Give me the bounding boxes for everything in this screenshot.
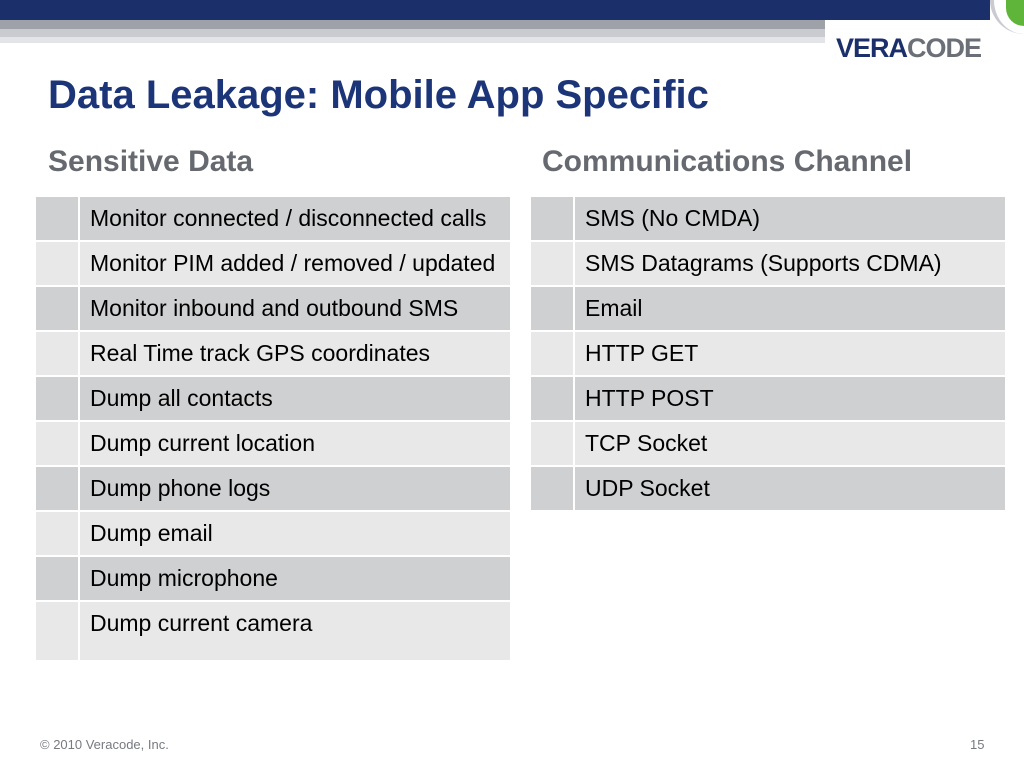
communications-channel-heading: Communications Channel [542, 145, 913, 178]
table-row [35, 601, 511, 661]
footer-copyright: © 2010 Veracode, Inc. [40, 737, 169, 752]
table-row [35, 241, 511, 286]
page-title: Data Leakage: Mobile App Specific [48, 73, 709, 117]
row-marker-cell [530, 241, 574, 286]
table-row [530, 241, 1006, 286]
row-marker-cell [35, 331, 79, 376]
row-text: HTTP GET [574, 331, 1006, 376]
row-marker-cell [35, 196, 79, 241]
row-marker-cell [35, 421, 79, 466]
row-marker-cell [35, 286, 79, 331]
row-marker-cell [35, 601, 79, 661]
row-text: Email [574, 286, 1006, 331]
row-text: Real Time track GPS coordinates [79, 331, 511, 376]
table-row [530, 286, 1006, 331]
top-header-band [0, 0, 990, 20]
row-text: Dump microphone [79, 556, 511, 601]
table-row [35, 286, 511, 331]
table-row [530, 331, 1006, 376]
header-stripe [0, 29, 825, 37]
row-marker-cell [35, 511, 79, 556]
row-text: SMS (No CMDA) [574, 196, 1006, 241]
table-row [35, 556, 511, 601]
row-marker-cell [530, 421, 574, 466]
sensitive-data-heading: Sensitive Data [48, 145, 254, 178]
row-marker-cell [35, 466, 79, 511]
row-marker-cell [530, 196, 574, 241]
row-marker-cell [35, 556, 79, 601]
communications-channel-table [529, 195, 1007, 512]
row-text: UDP Socket [574, 466, 1006, 511]
veracode-logo: VERACODE [836, 33, 982, 63]
row-marker-cell [530, 376, 574, 421]
table-row [530, 376, 1006, 421]
row-marker-cell [530, 466, 574, 511]
table-row [530, 466, 1006, 511]
row-text: Dump email [79, 511, 511, 556]
sensitive-data-table [34, 195, 512, 662]
row-marker-cell [35, 376, 79, 421]
table-row [530, 196, 1006, 241]
row-text: Monitor inbound and outbound SMS [79, 286, 511, 331]
row-text: Monitor PIM added / removed / updated [79, 241, 511, 286]
row-text: HTTP POST [574, 376, 1006, 421]
table-row [530, 421, 1006, 466]
table-row [35, 376, 511, 421]
table-row [35, 421, 511, 466]
header-stripe [0, 37, 825, 43]
table-row [35, 466, 511, 511]
row-text: SMS Datagrams (Supports CDMA) [574, 241, 1006, 286]
row-text: Dump current camera [79, 601, 511, 661]
table-row [35, 511, 511, 556]
page-number: 15 [970, 737, 985, 752]
row-text: Dump all contacts [79, 376, 511, 421]
row-marker-cell [530, 286, 574, 331]
row-text: Dump current location [79, 421, 511, 466]
table-row [35, 196, 511, 241]
row-text: Monitor connected / disconnected calls [79, 196, 511, 241]
row-text: Dump phone logs [79, 466, 511, 511]
row-marker-cell [530, 331, 574, 376]
header-stripe [0, 20, 825, 29]
row-marker-cell [35, 241, 79, 286]
row-text: TCP Socket [574, 421, 1006, 466]
table-row [35, 331, 511, 376]
